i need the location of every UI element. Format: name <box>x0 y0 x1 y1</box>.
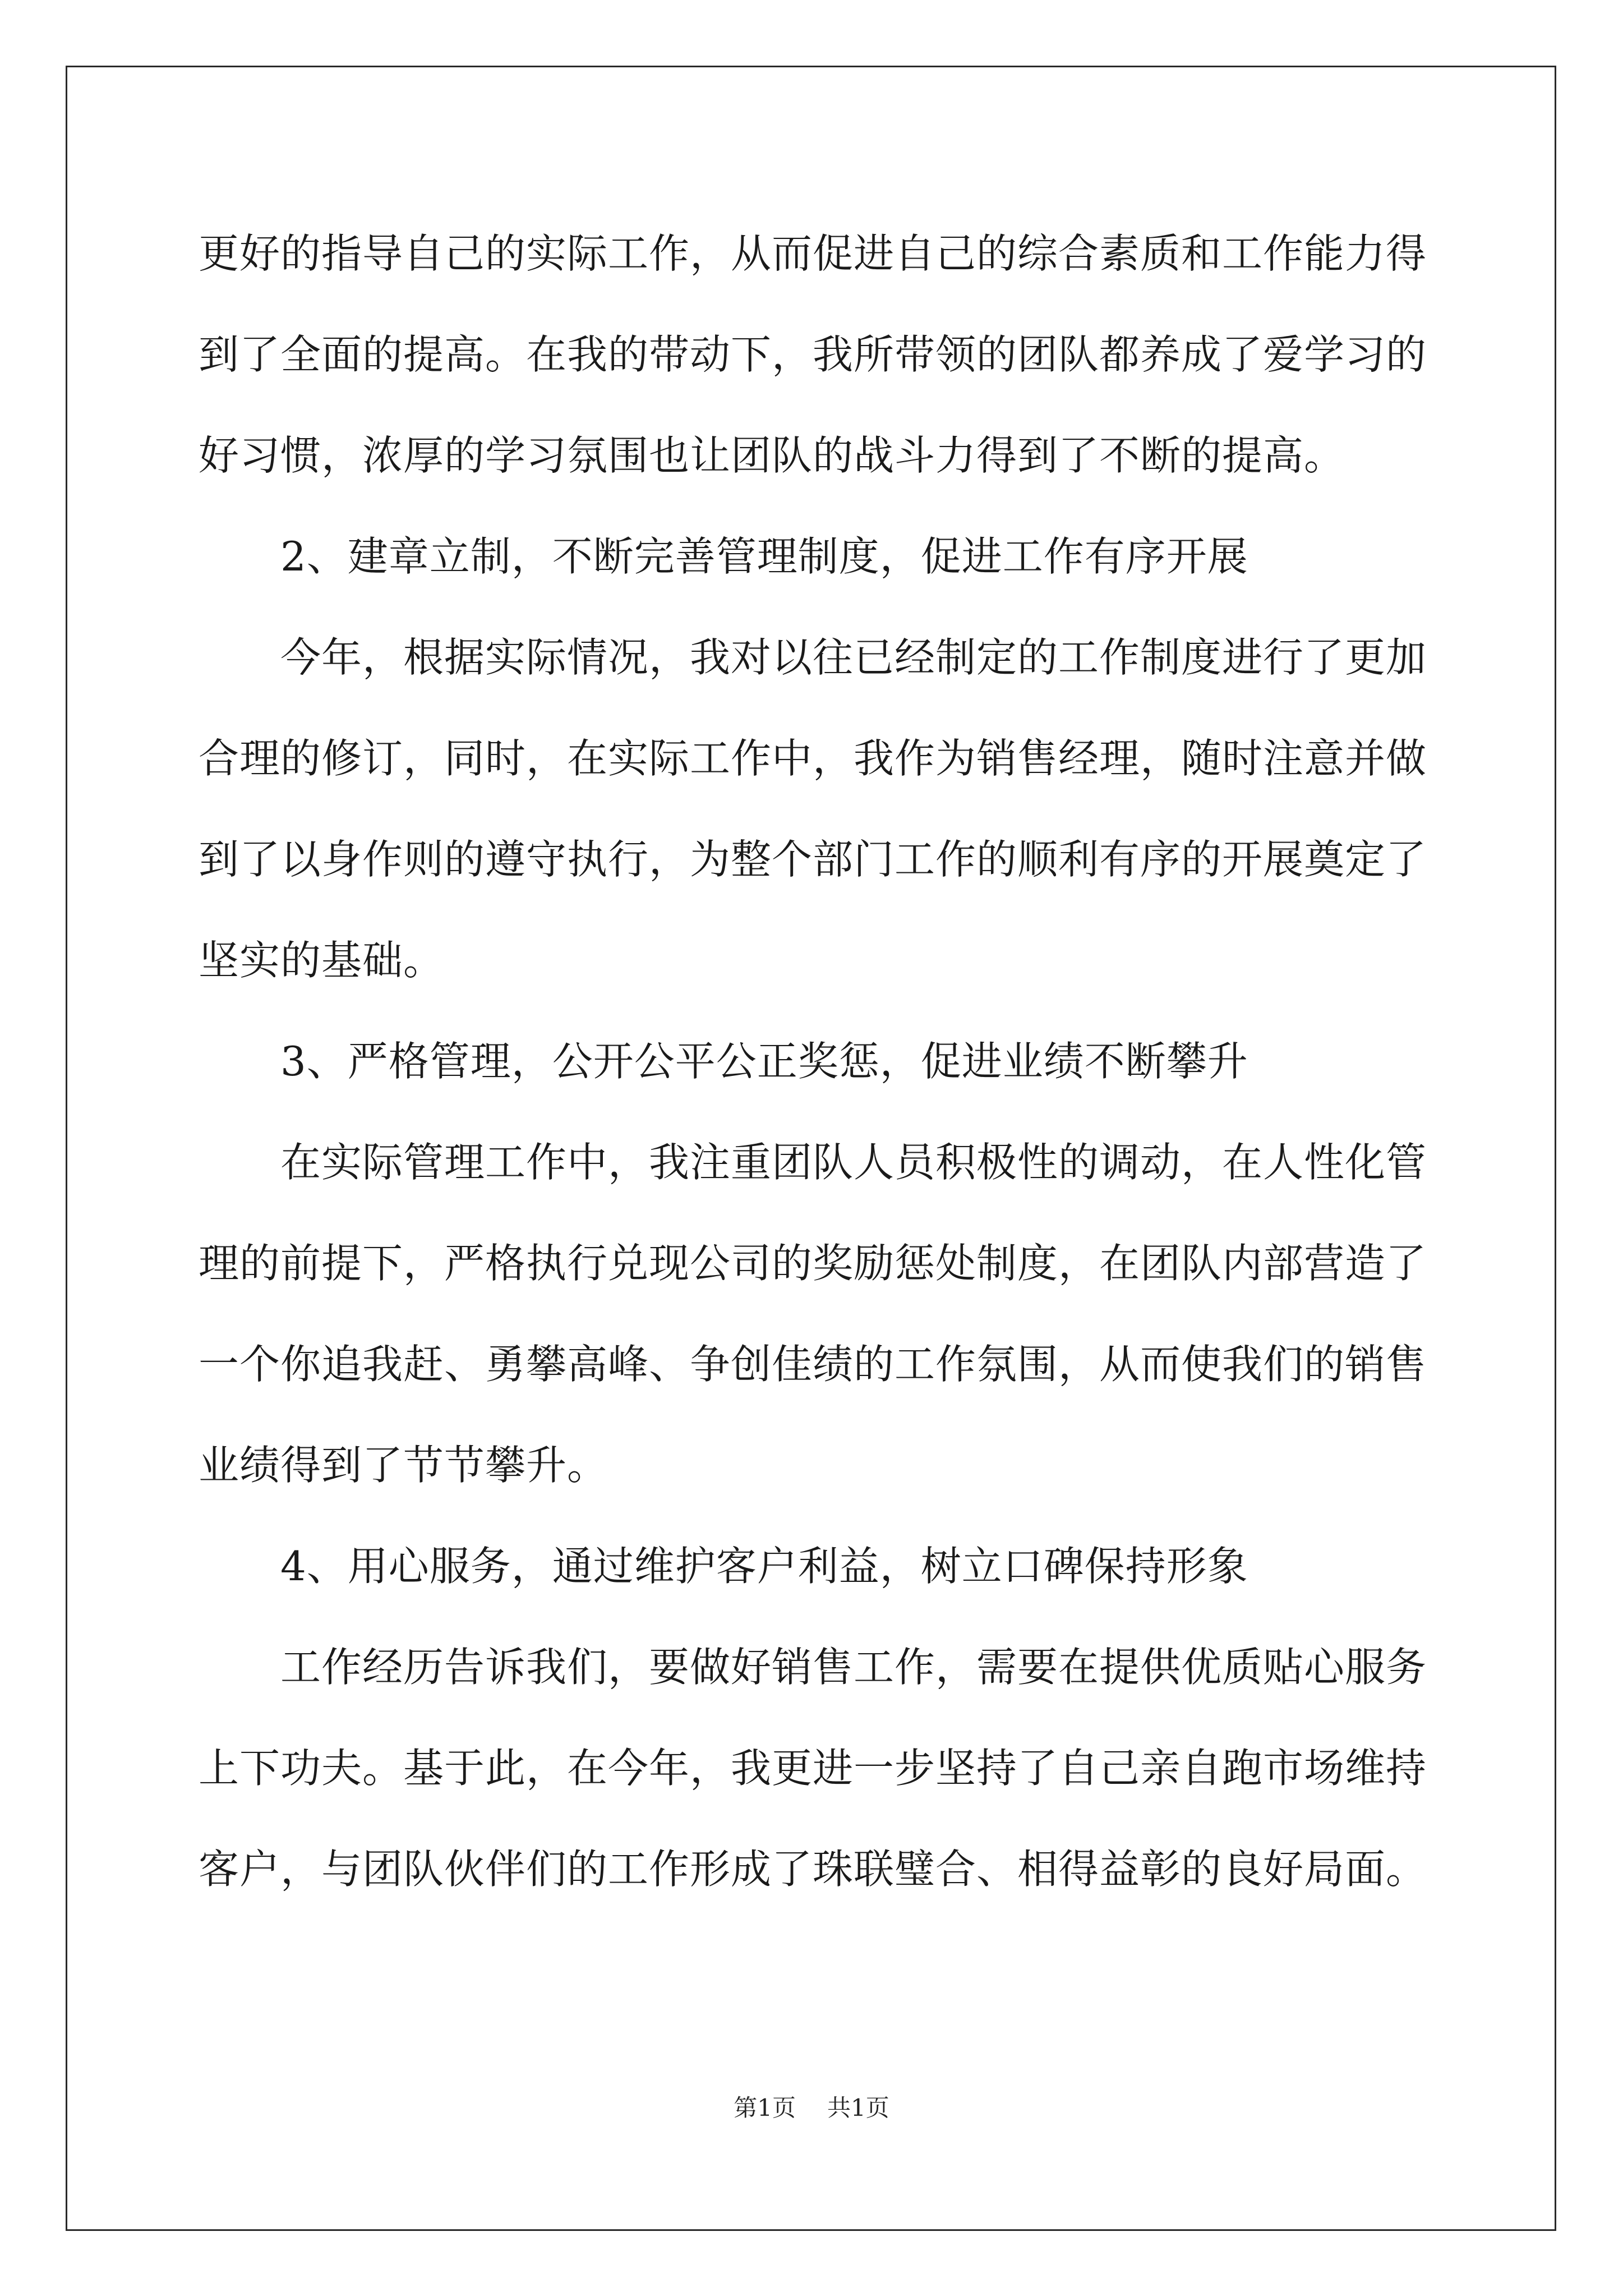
section-heading-2: 2、建章立制，不断完善管理制度，促进工作有序开展 <box>199 533 1248 580</box>
page-footer <box>0 2091 1623 2125</box>
body-line: 业绩得到了节节攀升。 <box>199 1442 608 1489</box>
body-line: 在实际管理工作中，我注重团队人员积极性的调动，在人性化管 <box>199 1139 1427 1186</box>
body-line: 一个你追我赶、勇攀高峰、争创佳绩的工作氛围，从而使我们的销售 <box>199 1341 1427 1388</box>
body-line: 更好的指导自己的实际工作，从而促进自己的综合素质和工作能力得 <box>199 230 1427 277</box>
body-line: 好习惯，浓厚的学习氛围也让团队的战斗力得到了不断的提高。 <box>199 432 1345 479</box>
body-line: 工作经历告诉我们，要做好销售工作，需要在提供优质贴心服务 <box>199 1644 1427 1691</box>
body-line: 到了全面的提高。在我的带动下，我所带领的团队都养成了爱学习的 <box>199 331 1427 378</box>
section-heading-4: 4、用心服务，通过维护客户利益，树立口碑保持形象 <box>199 1543 1248 1590</box>
body-line: 客户，与团队伙伴们的工作形成了珠联璧合、相得益彰的良好局面。 <box>199 1846 1427 1893</box>
document-body <box>199 203 1427 1920</box>
body-line: 上下功夫。基于此，在今年，我更进一步坚持了自己亲自跑市场维持 <box>199 1745 1427 1792</box>
body-line: 坚实的基础。 <box>199 937 445 984</box>
body-line: 合理的修订，同时，在实际工作中，我作为销售经理，随时注意并做 <box>199 735 1427 782</box>
body-line: 到了以身作则的遵守执行，为整个部门工作的顺利有序的开展奠定了 <box>199 836 1427 883</box>
body-line: 今年，根据实际情况，我对以往已经制定的工作制度进行了更加 <box>199 634 1427 681</box>
section-heading-3: 3、严格管理，公开公平公正奖惩，促进业绩不断攀升 <box>199 1038 1248 1085</box>
page-total: 共1页 <box>827 2094 889 2122</box>
body-line: 理的前提下，严格执行兑现公司的奖励惩处制度，在团队内部营造了 <box>199 1240 1427 1287</box>
page-number: 第1页 <box>734 2094 796 2122</box>
